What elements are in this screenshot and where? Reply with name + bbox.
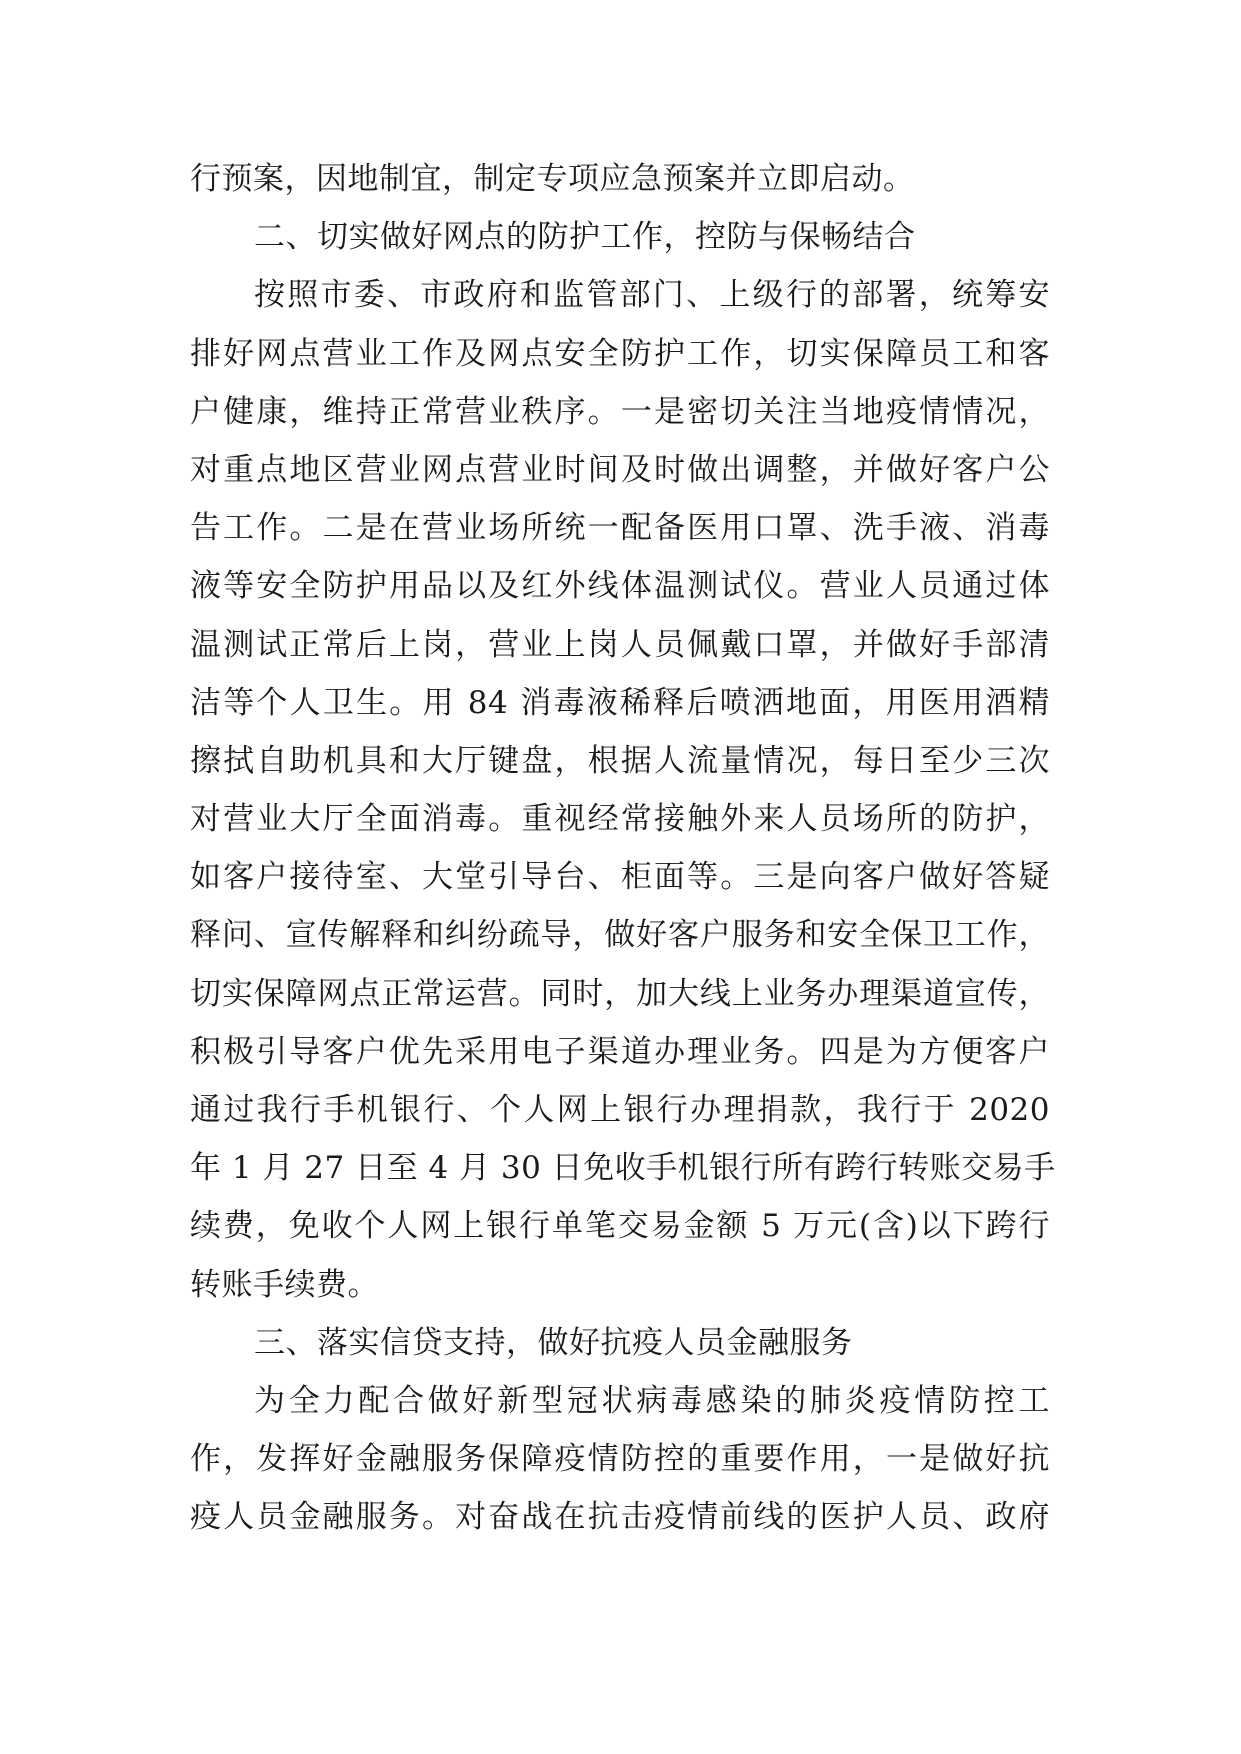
text-line: 年 1 月 27 日至 4 月 30 日免收手机银行所有跨行转账交易手 (190, 1150, 1056, 1187)
text-line: 排好网点营业工作及网点安全防护工作，切实保障员工和客 (190, 335, 1050, 372)
text-line: 作，发挥好金融服务保障疫情防控的重要作用，一是做好抗 (190, 1441, 1050, 1478)
text-line: 如客户接待室、大堂引导台、柜面等。三是向客户做好答疑 (190, 859, 1050, 896)
text-line: 对重点地区营业网点营业时间及时做出调整，并做好客户公 (190, 451, 1050, 488)
text-line: 户健康，维持正常营业秩序。一是密切关注当地疫情情况， (190, 393, 1050, 430)
text-line: 转账手续费。 (190, 1266, 379, 1303)
document-body (190, 150, 1056, 1547)
text-line: 行预案，因地制宜，制定专项应急预案并立即启动。 (190, 161, 915, 197)
text-line: 通过我行手机银行、个人网上银行办理捐款，我行于 2020 (190, 1092, 1050, 1128)
text-line: 液等安全防护用品以及红外线体温测试仪。营业人员通过体 (190, 568, 1050, 605)
text-line: 告工作。二是在营业场所统一配备医用口罩、洗手液、消毒 (190, 510, 1050, 547)
text-line: 切实保障网点正常运营。同时，加大线上业务办理渠道宣传， (190, 975, 1050, 1012)
text-line: 续费，免收个人网上银行单笔交易金额 5 万元(含)以下跨行 (190, 1208, 1050, 1245)
text-line: 释问、宣传解释和纠纷疏导，做好客户服务和安全保卫工作， (190, 917, 1050, 954)
text-line: 为全力配合做好新型冠状病毒感染的肺炎疫情防控工 (254, 1382, 1050, 1419)
text-line: 按照市委、市政府和监管部门、上级行的部署，统筹安 (254, 277, 1050, 314)
text-line: 洁等个人卫生。用 84 消毒液稀释后喷洒地面，用医用酒精 (190, 684, 1050, 721)
text-line: 积极引导客户优先采用电子渠道办理业务。四是为方便客户 (190, 1033, 1050, 1070)
text-line: 擦拭自助机具和大厅键盘，根据人流量情况，每日至少三次 (190, 742, 1050, 779)
text-line: 疫人员金融服务。对奋战在抗击疫情前线的医护人员、政府 (190, 1499, 1050, 1536)
text-line: 二、切实做好网点的防护工作，控防与保畅结合 (254, 219, 916, 256)
text-line: 对营业大厅全面消毒。重视经常接触外来人员场所的防护， (190, 801, 1050, 838)
text-line: 三、落实信贷支持，做好抗疫人员金融服务 (254, 1324, 853, 1361)
text-line: 温测试正常后上岗，营业上岗人员佩戴口罩，并做好手部清 (190, 626, 1050, 663)
